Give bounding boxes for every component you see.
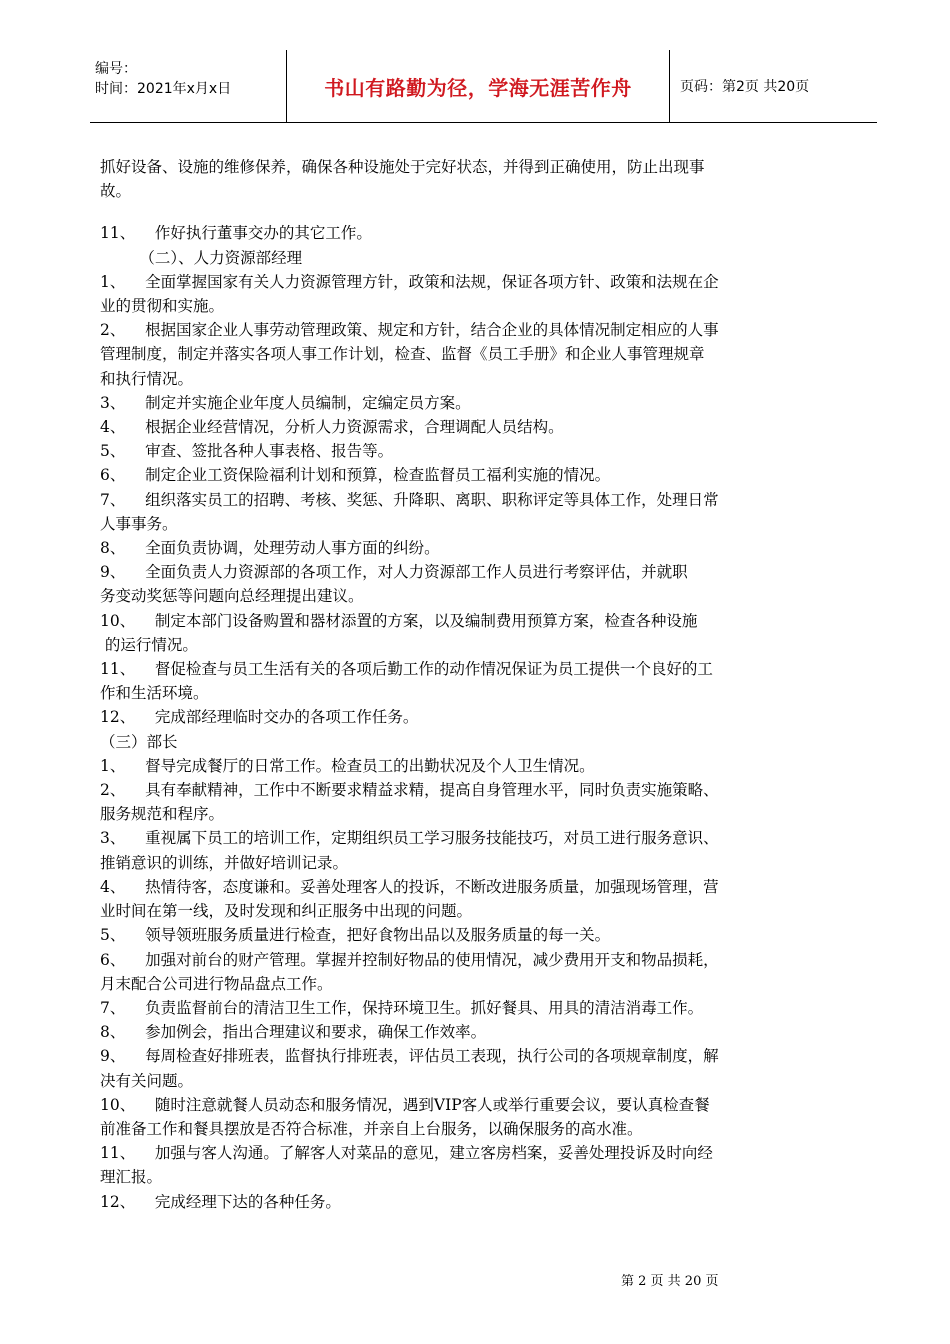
document-date: 时间：2021年x月x日 [95,81,232,97]
text-line: 月末配合公司进行物品盘点工作。 [100,974,333,993]
text-line: 5、 审查、签批各种人事表格、报告等。 [100,442,394,461]
text-line: 11、 加强与客人沟通。了解客人对菜品的意见，建立客房档案，妥善处理投诉及时向经 [100,1144,713,1163]
text-line: 务变动奖惩等问题向总经理提出建议。 [100,587,364,606]
text-line: 4、 根据企业经营情况，分析人力资源需求，合理调配人员结构。 [100,418,564,437]
text-line: 7、 组织落实员工的招聘、考核、奖惩、升降职、离职、职称评定等具体工作，处理日常 [100,490,719,509]
text-line: 管理制度，制定并落实各项人事工作计划，检查、监督《员工手册》和企业人事管理规章 [100,345,705,364]
text-line: 故。 [100,182,132,201]
text-line: 业时间在第一线，及时发现和纠正服务中出现的问题。 [100,902,473,921]
header-meta [90,50,286,122]
text-line: 9、 全面负责人力资源部的各项工作，对人力资源部工作人员进行考察评估，并就职 [100,563,688,582]
document-number-label: 编号： [95,61,137,77]
text-line: 3、 重视属下员工的培训工作，定期组织员工学习服务技能技巧，对员工进行服务意识、 [100,829,719,848]
text-line: 2、 根据国家企业人事劳动管理政策、规定和方针，结合企业的具体情况制定相应的人事 [100,321,719,340]
text-line: 9、 每周检查好排班表，监督执行排班表，评估员工表现，执行公司的各项规章制度，解 [100,1047,719,1066]
text-line: 5、 领导领班服务质量进行检查，把好食物出品以及服务质量的每一关。 [100,926,611,945]
text-line: 12、 完成部经理临时交办的各项工作任务。 [100,708,419,727]
text-line: 3、 制定并实施企业年度人员编制，定编定员方案。 [100,393,471,412]
header-page-info: 页码：第2页 共20页 [680,79,810,95]
text-line: 11、 作好执行董事交办的其它工作。 [100,224,372,243]
text-line: 4、 热情待客，态度谦和。妥善处理客人的投诉，不断改进服务质量，加强现场管理，营 [100,877,719,896]
text-line: （二）、人力资源部经理 [100,248,303,267]
page-header [90,50,877,123]
text-line: 10、 随时注意就餐人员动态和服务情况，遇到VIP客人或举行重要会议，要认真检查餐 [100,1095,710,1114]
text-line: 和执行情况。 [100,369,194,388]
text-line: 抓好设备、设施的维修保养，确保各种设施处于完好状态，并得到正确使用，防止出现事 [100,158,705,176]
text-line: 1、 督导完成餐厅的日常工作。检查员工的出勤状况及个人卫生情况。 [100,756,595,775]
text-line: 人事事务。 [100,514,178,533]
text-line: 业的贯彻和实施。 [100,297,225,316]
text-line: 6、 制定企业工资保险福利计划和预算，检查监督员工福利实施的情况。 [100,466,611,485]
text-line: 7、 负责监督前台的清洁卫生工作，保持环境卫生。抓好餐具、用具的清洁消毒工作。 [100,998,704,1017]
text-line: 11、 督促检查与员工生活有关的各项后勤工作的动作情况保证为员工提供一个良好的工 [100,660,713,679]
text-line: 2、 具有奉献精神，工作中不断要求精益求精，提高自身管理水平，同时负责实施策略、 [100,781,719,800]
text-line: 8、 全面负责协调，处理劳动人事方面的纠纷。 [100,539,440,558]
text-line: 8、 参加例会，指出合理建议和要求，确保工作效率。 [100,1023,487,1042]
header-motto: 书山有路勤为径，学海无涯苦作舟 [286,50,670,122]
text-line: 1、 全面掌握国家有关人力资源管理方针，政策和法规，保证各项方针、政策和法规在企 [100,272,719,291]
text-line: 作和生活环境。 [100,684,209,703]
text-line: 12、 完成经理下达的各种任务。 [100,1192,341,1211]
page-footer: 第 2 页 共 20 页 [621,1274,719,1289]
text-line: 推销意识的训练，并做好培训记录。 [100,853,349,872]
text-line: 服务规范和程序。 [100,805,225,824]
text-line: 的运行情况。 [100,635,198,654]
text-line: 理汇报。 [100,1168,163,1187]
text-line: （三）部长 [100,732,178,751]
text-line: 10、 制定本部门设备购置和器材添置的方案，以及编制费用预算方案，检查各种设施 [100,611,698,630]
text-line: 6、 加强对前台的财产管理。掌握并控制好物品的使用情况，减少费用开支和物品损耗， [100,950,719,969]
text-line: 决有关问题。 [100,1071,194,1090]
paragraph-gap [100,203,860,221]
text-line: 前准备工作和餐具摆放是否符合标准，并亲自上台服务，以确保服务的高水准。 [100,1119,643,1138]
document-body [100,155,860,1214]
